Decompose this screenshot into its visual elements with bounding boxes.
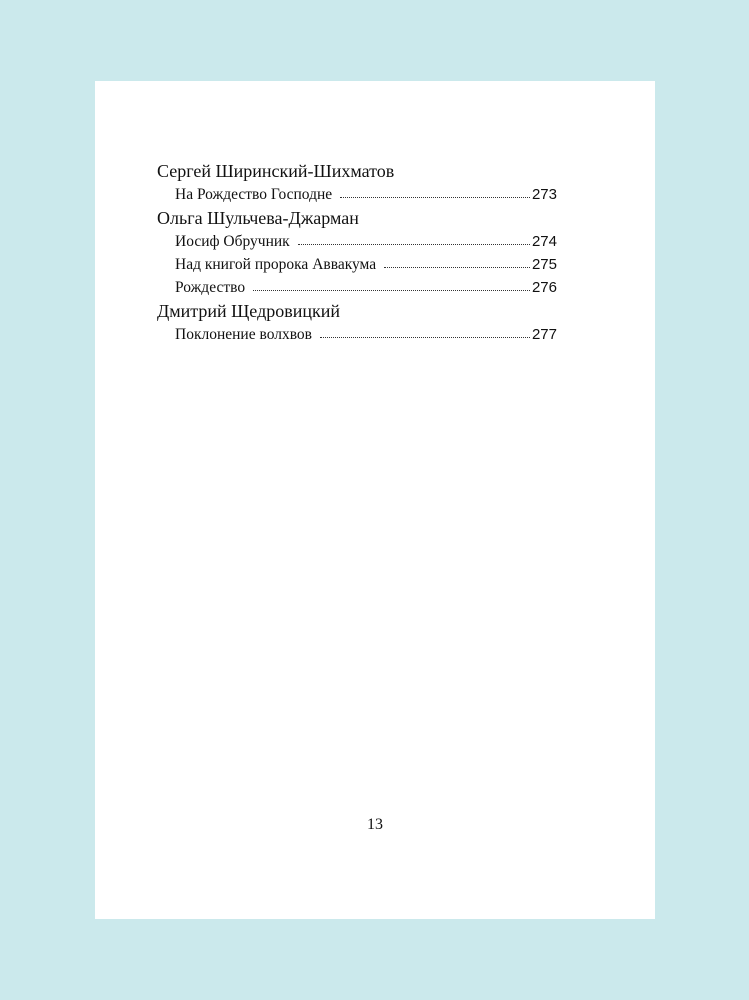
toc-entry-title: Над книгой пророка Аввакума bbox=[175, 256, 377, 273]
toc-entry-title: Поклонение волхвов bbox=[175, 326, 313, 343]
toc-entry-page: 275 bbox=[531, 256, 557, 273]
dot-leader bbox=[340, 196, 530, 198]
toc-author: Дмитрий Щедровицкий bbox=[157, 301, 340, 321]
toc-entry[interactable] bbox=[157, 253, 557, 276]
toc-entry-page: 277 bbox=[531, 326, 557, 343]
page-number: 13 bbox=[367, 816, 383, 833]
dot-leader bbox=[320, 336, 530, 338]
toc-entry-page: 274 bbox=[531, 233, 557, 250]
toc-author: Ольга Шульчева-Джарман bbox=[157, 208, 359, 228]
table-of-contents bbox=[157, 159, 557, 346]
dot-leader bbox=[253, 289, 530, 291]
dot-leader bbox=[298, 243, 530, 245]
toc-entry-page: 273 bbox=[531, 186, 557, 203]
toc-entry-page: 276 bbox=[531, 279, 557, 296]
toc-entry[interactable] bbox=[157, 276, 557, 299]
toc-entry[interactable] bbox=[157, 230, 557, 253]
toc-entry[interactable] bbox=[157, 183, 557, 206]
toc-entry-title: Иосиф Обручник bbox=[175, 233, 290, 250]
toc-entry[interactable] bbox=[157, 323, 557, 346]
book-page bbox=[95, 81, 655, 919]
toc-entry-title: На Рождество Господне bbox=[175, 186, 333, 203]
toc-entry-title: Рождество bbox=[175, 279, 246, 296]
toc-author: Сергей Ширинский-Шихматов bbox=[157, 161, 395, 181]
dot-leader bbox=[384, 266, 530, 268]
